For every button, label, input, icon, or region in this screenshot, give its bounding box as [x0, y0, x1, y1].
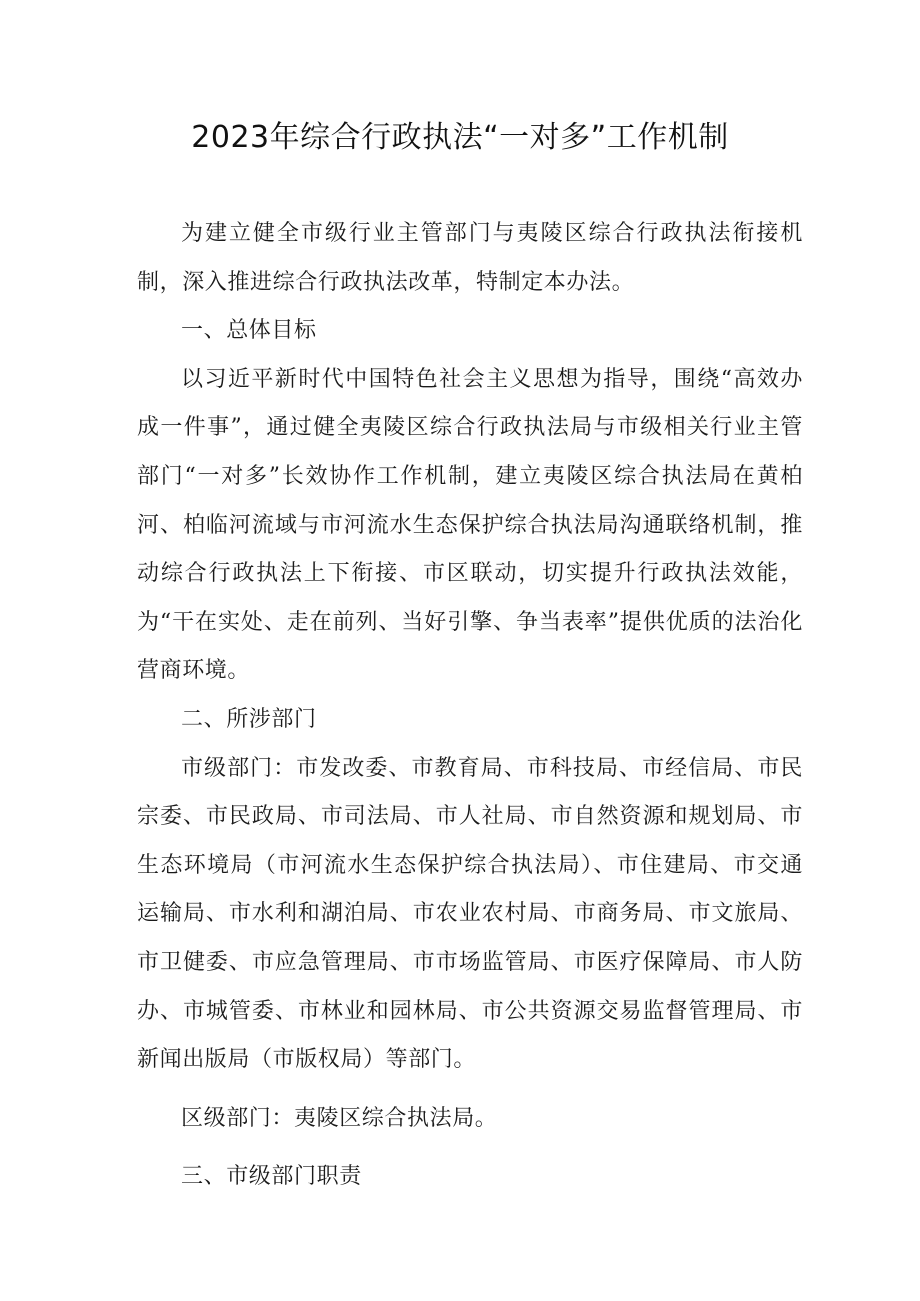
city-departments-paragraph: 市级部门：市发改委、市教育局、市科技局、市经信局、市民宗委、市民政局、市司法局、市人社局、市自然资源和规划局、市生态环境局（市河流水生态保护综合执法局）、市住建局、市交通运输局、市水利和湖泊局、市农业农村局、市商务局、市文旅局、市卫健委、市应急管理局、市市场监管局、市医疗保障局、市人防办、市城管委、市林业和园林局、市公共资源交易监督管理局、市新闻出版局（市版权局）等部门。 [137, 755, 803, 1073]
section-heading-overall-goal: 一、总体目标 [181, 318, 317, 344]
section-heading-departments: 二、所涉部门 [181, 706, 317, 732]
document-body [137, 210, 803, 1202]
overall-goal-paragraph: 以习近平新时代中国特色社会主义思想为指导，围绕“高效办成一件事”，通过健全夷陵区综合行政执法局与市级相关行业主管部门“一对多”长效协作工作机制，建立夷陵区综合执法局在黄柏河、柏临河流域与市河流水生态保护综合执法局沟通联络机制，推动综合行政执法上下衔接、市区联动，切实提升行政执法效能，为“干在实处、走在前列、当好引擎、争当表率”提供优质的法治化营商环境。 [137, 366, 803, 684]
document-title: 2023年综合行政执法“一对多”工作机制 [191, 120, 729, 155]
district-departments-paragraph: 区级部门：夷陵区综合执法局。 [181, 1105, 498, 1131]
section-heading-city-responsibilities: 三、市级部门职责 [181, 1164, 362, 1190]
intro-paragraph: 为建立健全市级行业主管部门与夷陵区综合行政执法衔接机制，深入推进综合行政执法改革，特制定本办法。 [137, 221, 803, 295]
